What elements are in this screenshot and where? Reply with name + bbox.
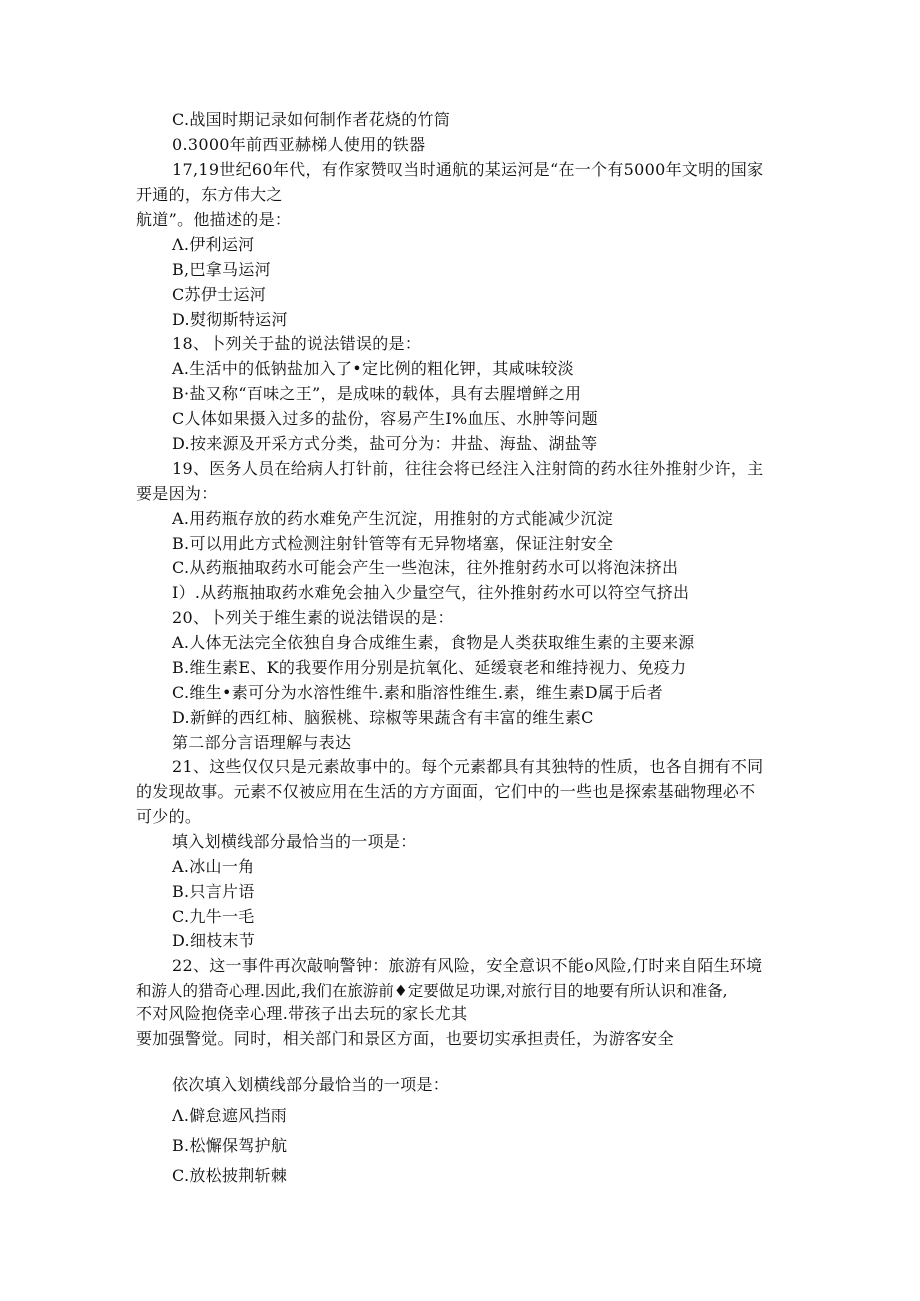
option-a-q17: Λ.伊利运河 (172, 235, 255, 254)
option-a-q21: A.冰山一角 (172, 857, 255, 876)
option-b-q17: B,巴拿马运河 (172, 260, 271, 279)
section-heading: 第二部分言语理解与表达 (172, 733, 352, 752)
option-d-q19: I）.从药瓶抽取药水难免会抽入少量空气，往外推射药水可以符空气挤出 (172, 583, 690, 602)
option-d-q17: D.熨彻斯特运河 (172, 310, 288, 329)
option-b-q22: B.松懈保驾护航 (172, 1136, 288, 1155)
question-19-cont: 要是因为： (136, 484, 218, 503)
question-21: 21、这些仅仅只是元素故事中的。每个元素都具有其独特的性质，也各自拥有不同 (172, 757, 764, 776)
question-19: 19、医务人员在给病人打针前，往往会将已经注入注射筒的药水往外推射少许，主 (172, 459, 764, 478)
option-c-q20: C.维生•素可分为水溶性维牛.素和脂溶性维生.素，维生素D属于后者 (172, 683, 664, 702)
option-a-q20: A.人体无法完全依独自身合成维生素，食物是人类获取维生素的主要来源 (172, 633, 695, 652)
option-a-q22: Λ.僻怠遮风挡雨 (172, 1106, 288, 1125)
option-a-q19: A.用药瓶存放的药水难免产生沉淀，用推射的方式能减少沉淀 (172, 509, 614, 528)
option-b-q20: B.维生素E、K的我要作用分别是抗氧化、延缓衰老和维持视力、免疫力 (172, 658, 687, 677)
question-22-prompt: 依次填入划横线部分最恰当的一项是： (172, 1075, 450, 1094)
option-c-q17: C苏伊士运河 (172, 285, 267, 304)
question-21-cont-1: 的发现故事。元素不仅被应用在生活的方方面面，它们中的一些也是探索基础物理必不 (136, 782, 756, 801)
question-22-cont-2: 不对风险抱侥幸心理.带孩子出去玩的家长尤其 (136, 1004, 468, 1023)
option-c-q19: C.从药瓶抽取药水可能会产生一些泡沫，往外推射药水可以将泡沫挤出 (172, 558, 679, 577)
question-22-cont-1: 和游人的猎奇心理.因此,我们在旅游前♦定要做足功课,对旅行目的地要有所认识和准备, (136, 982, 728, 1000)
option-c-q18: C人体如果摄入过多的盐份，容易产生I%血压、水肿等问题 (172, 409, 598, 428)
option-b-q21: B.只言片语 (172, 882, 255, 901)
option-c-q16: C.战国时期记录如何制作者花烧的竹筒 (172, 110, 451, 129)
question-22: 22、这一事件再次敲响警钟：旅游有风险，安全意识不能o风险,仃时来自陌生环境 (172, 956, 763, 975)
option-d-q21: D.细枝末节 (172, 931, 256, 950)
question-18: 18、卜列关于盐的说法错误的是： (172, 334, 422, 353)
question-17: 17,19世纪60年代，有作家赞叹当时通航的某运河是“在一个有5000年文明的国家 (172, 160, 764, 179)
option-b-q18: B·盐又称“百味之王”，是成味的载体，具有去腥增鲜之用 (172, 384, 582, 403)
question-22-cont-3: 要加强警觉。同时，相关部门和景区方面，也要切实承担责任，为游客安全 (136, 1029, 674, 1048)
option-d-q20: D.新鲜的西红柿、脑猴桃、琮椒等果蔬含有丰富的维生素C (172, 708, 594, 727)
option-d-q16: 0.3000年前西亚赫梯人使用的铁器 (172, 135, 426, 154)
option-b-q19: B.可以用此方式检测注射针管等有无异物堵塞，保证注射安全 (172, 534, 614, 553)
option-d-q18: D.按来源及开采方式分类，盐可分为：井盐、海盐、湖盐等 (172, 434, 598, 453)
question-21-prompt: 填入划横线部分最恰当的一项是： (172, 832, 417, 851)
question-20: 20、卜列关于维生素的说法错误的是： (172, 608, 454, 627)
question-17-cont-2: 航道”。他描述的是： (136, 210, 292, 229)
question-17-cont-1: 开通的，东方伟大之 (136, 185, 283, 204)
option-a-q18: A.生活中的低钠盐加入了•定比例的粗化钾，其咸味较淡 (172, 359, 574, 378)
question-21-cont-2: 可少的。 (136, 807, 202, 826)
option-c-q21: C.九牛一毛 (172, 907, 255, 926)
option-c-q22: C.放松披荆斩棘 (172, 1166, 288, 1185)
